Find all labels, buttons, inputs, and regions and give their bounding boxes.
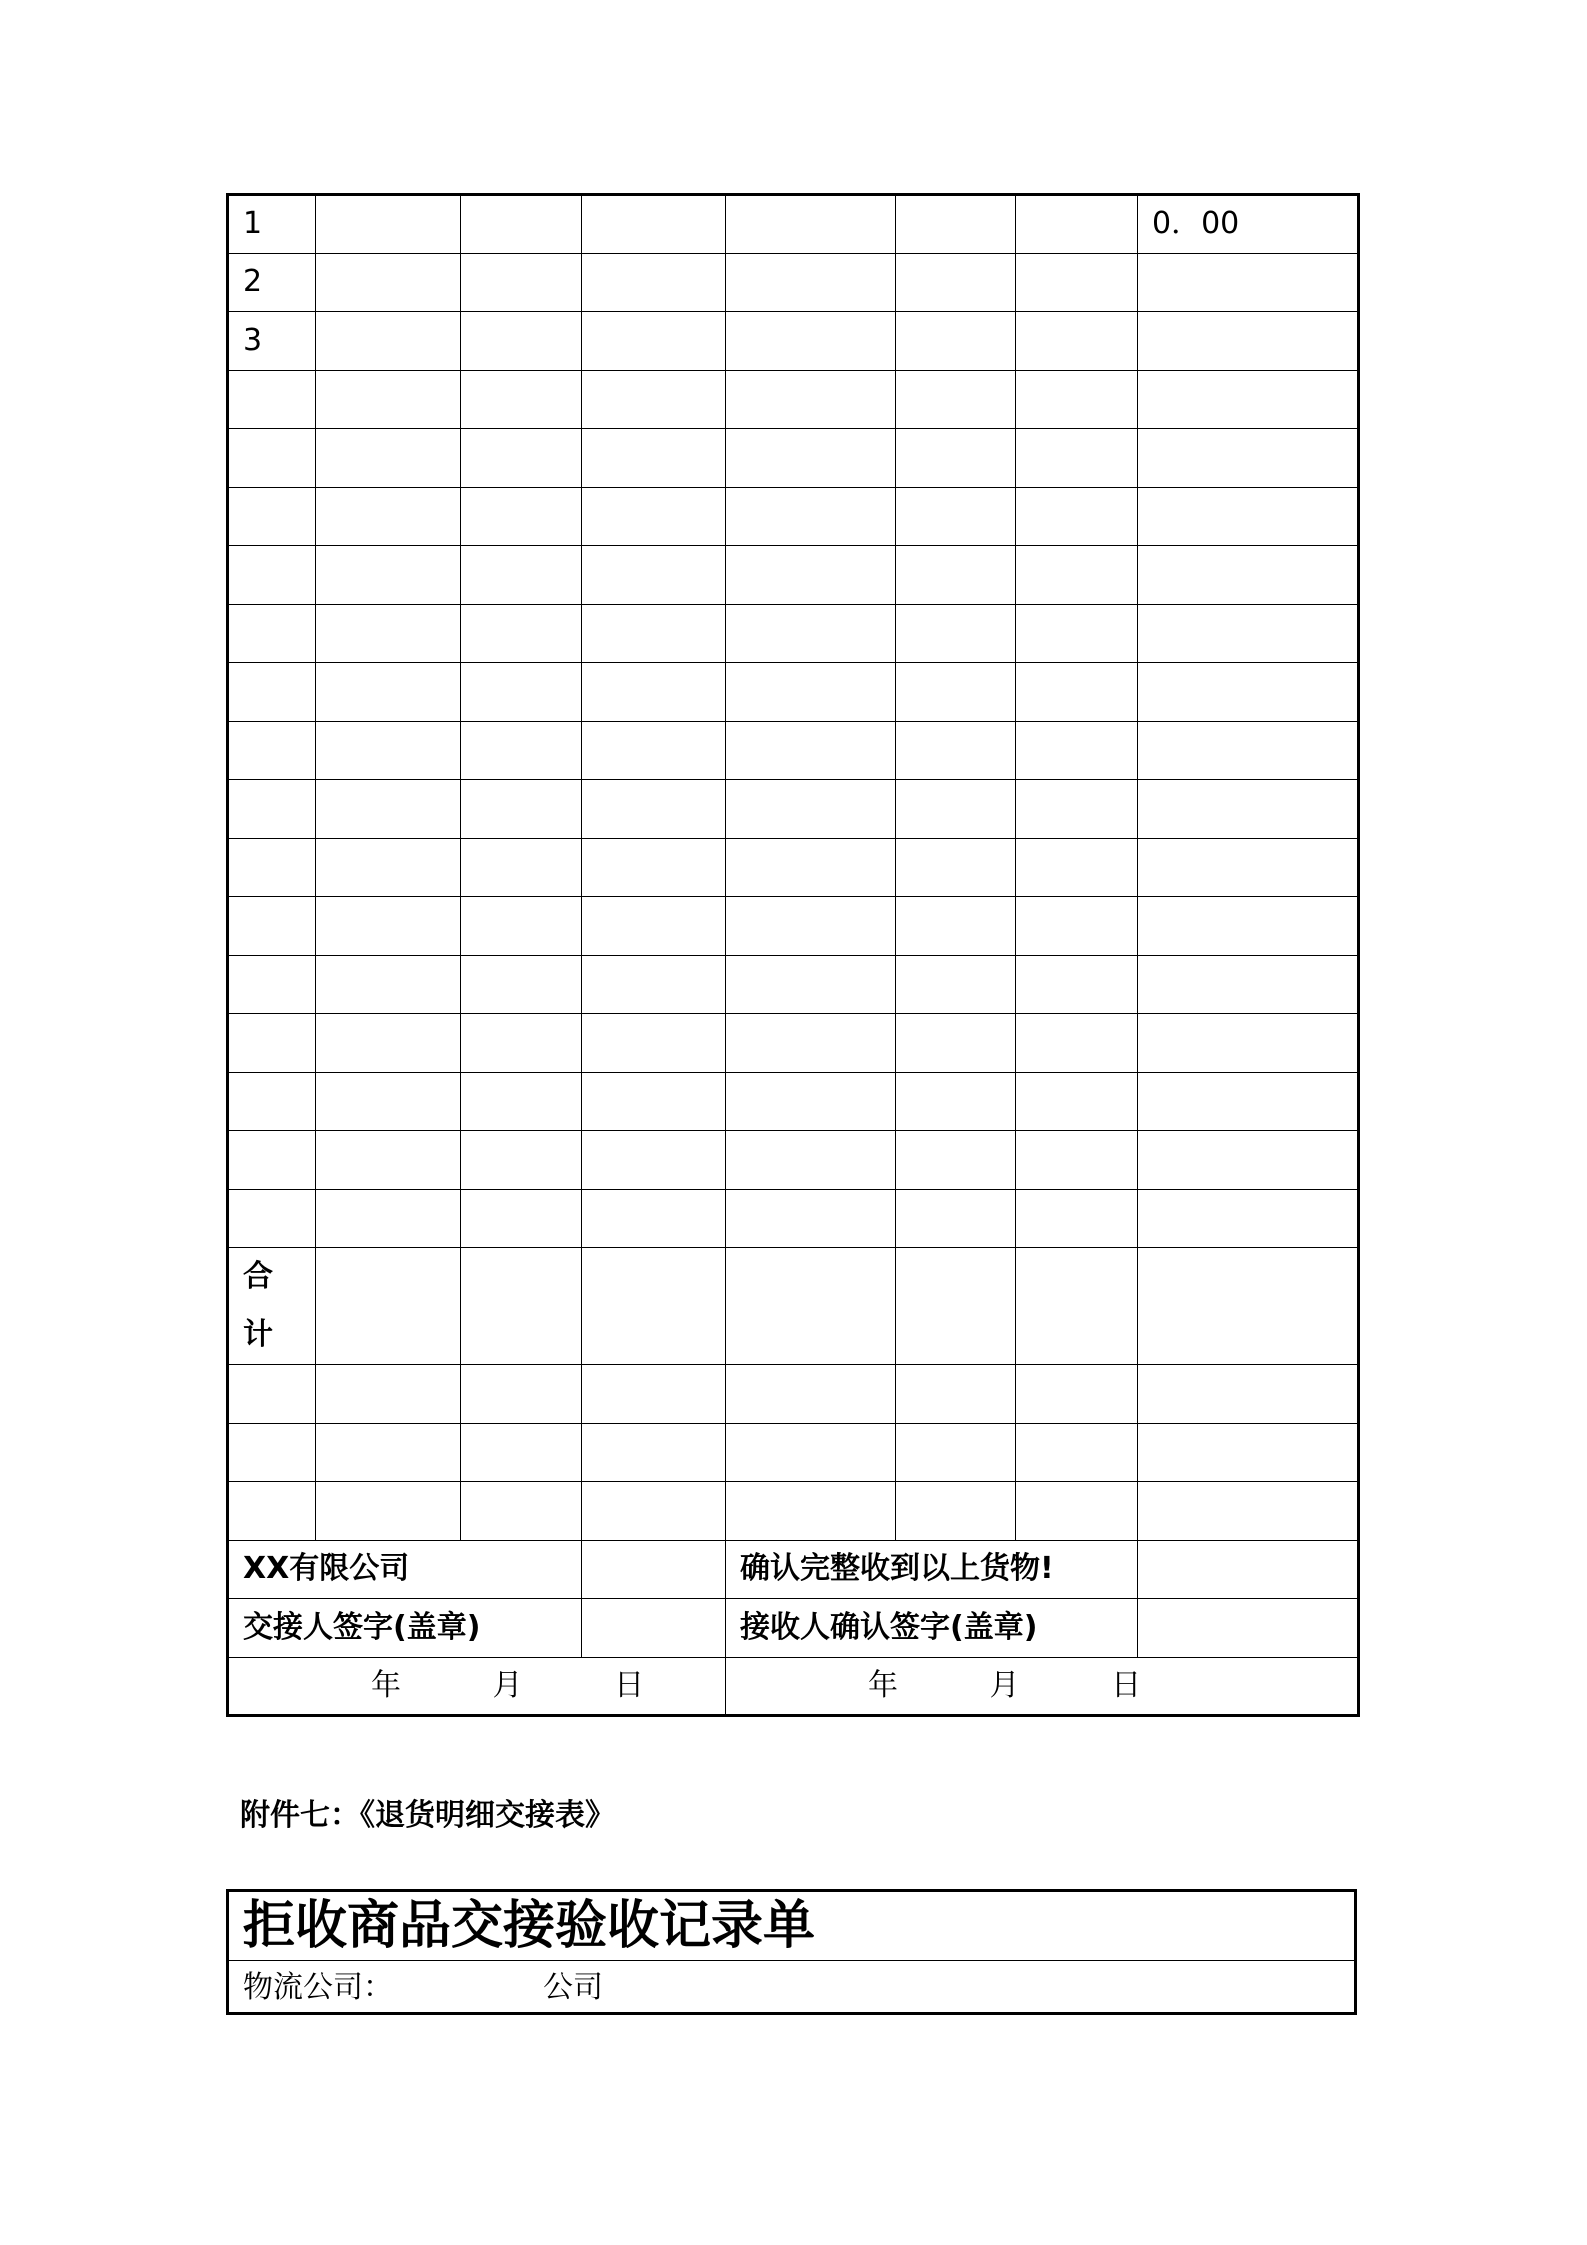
form-title: 拒收商品交接验收记录单 <box>229 1892 1354 1961</box>
table-row <box>228 487 1359 546</box>
amount-cell <box>1138 312 1359 371</box>
handover-signature-label: 交接人签字(盖章) <box>228 1599 582 1658</box>
table-row <box>228 253 1359 312</box>
month-label: 月 <box>492 1667 523 1703</box>
table-row <box>228 1423 1359 1482</box>
receiver-signature-label: 接收人确认签字(盖章) <box>726 1599 1138 1658</box>
logistics-label: 物流公司： <box>243 1970 393 2005</box>
table-row <box>228 546 1359 605</box>
table-row <box>228 1189 1359 1248</box>
receiver-date <box>726 1657 1359 1716</box>
total-label: 合 计 <box>228 1248 316 1365</box>
amount-cell <box>1138 253 1359 312</box>
table-row <box>228 1131 1359 1190</box>
return-detail-table <box>226 193 1360 1717</box>
table-row <box>228 195 1359 254</box>
table-row <box>228 838 1359 897</box>
amount-cell: 0．00 <box>1138 195 1359 254</box>
logistics-company-line <box>229 1961 1354 2015</box>
table-row <box>228 663 1359 722</box>
table-row <box>228 1014 1359 1073</box>
table-row <box>228 312 1359 371</box>
table-row <box>228 370 1359 429</box>
year-label: 年 <box>371 1667 401 1703</box>
table-row <box>228 1072 1359 1131</box>
company-name: XX有限公司 <box>228 1540 582 1599</box>
year-label: 年 <box>868 1667 898 1703</box>
row-number: 3 <box>228 312 316 371</box>
company-suffix: 公司 <box>543 1970 603 2005</box>
table-row <box>228 955 1359 1014</box>
month-label: 月 <box>989 1667 1020 1703</box>
footer-row <box>228 1540 1359 1599</box>
attachment-title: 附件七：《退货明细交接表》 <box>240 1798 615 1833</box>
confirm-text: 确认完整收到以上货物! <box>726 1540 1138 1599</box>
day-label: 日 <box>1111 1667 1142 1703</box>
table-row <box>228 780 1359 839</box>
rejection-handover-form <box>226 1889 1357 2015</box>
table-row <box>228 1365 1359 1424</box>
footer-row <box>228 1599 1359 1658</box>
table-row <box>228 721 1359 780</box>
row-number: 1 <box>228 195 316 254</box>
handover-date <box>228 1657 726 1716</box>
table-row <box>228 429 1359 488</box>
table-row <box>228 1482 1359 1541</box>
table-row <box>228 897 1359 956</box>
table-row <box>228 604 1359 663</box>
total-row <box>228 1248 1359 1365</box>
day-label: 日 <box>614 1667 645 1703</box>
date-row <box>228 1657 1359 1716</box>
row-number: 2 <box>228 253 316 312</box>
